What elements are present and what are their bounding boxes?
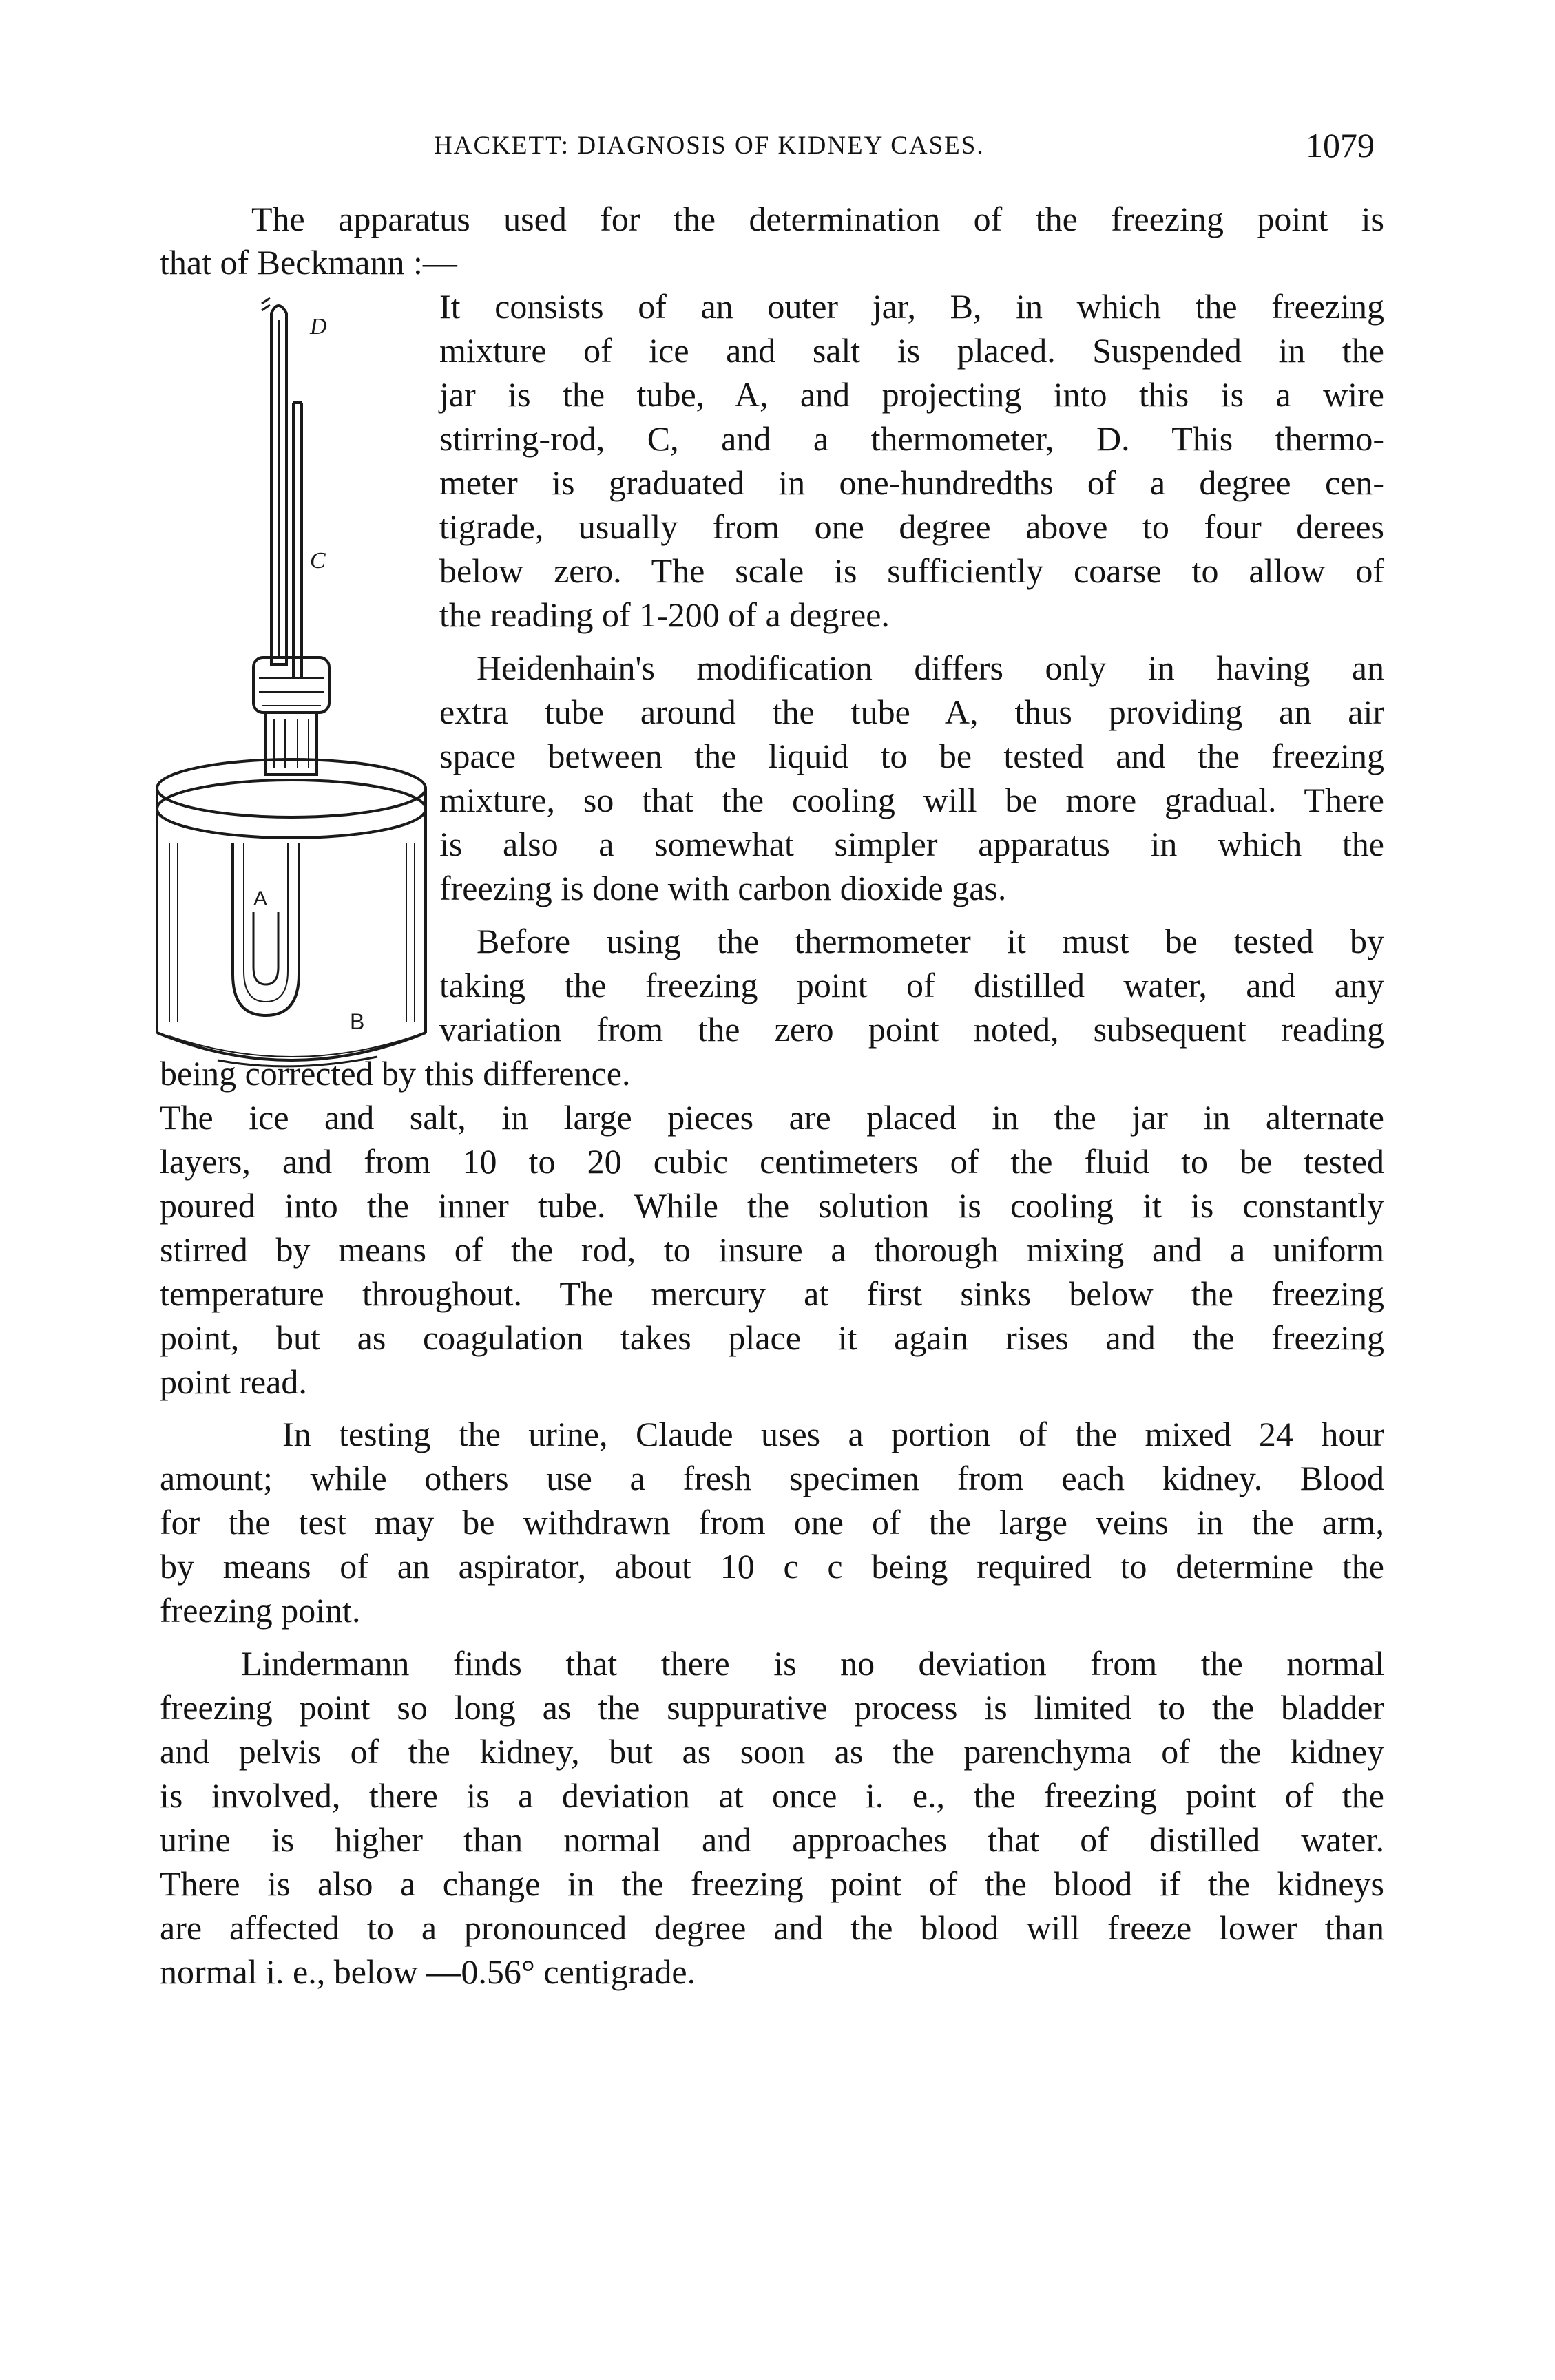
thermometer-d — [262, 298, 286, 664]
text-line: variation from the zero point noted, subsequent reading — [439, 1010, 1384, 1049]
text-line: below zero. The scale is sufficiently coarse to allow of — [439, 551, 1384, 590]
stopper — [253, 657, 329, 775]
running-head: HACKETT: DIAGNOSIS OF KIDNEY CASES. — [434, 131, 985, 160]
figure-label-c: C — [310, 548, 326, 573]
text-line: taking the freezing point of distilled water, and any — [439, 966, 1384, 1004]
text-line: The apparatus used for the determination of the freezing point is — [251, 200, 1384, 238]
text-line: Heidenhain's modification differs only in having an — [477, 649, 1384, 687]
text-line: It consists of an outer jar, B, in which the freezing — [439, 287, 1384, 326]
text-line: amount; while others use a fresh specimen from each kidney. Blood — [160, 1459, 1384, 1497]
text-line: is also a somewhat simpler apparatus in which the — [439, 825, 1384, 863]
text-line: being corrected by this difference. — [160, 1054, 631, 1093]
outer-jar-b — [157, 759, 426, 1066]
text-line: by means of an aspirator, about 10 c c being required to determine the — [160, 1547, 1384, 1586]
stirring-rod-c — [293, 403, 302, 678]
text-line: layers, and from 10 to 20 cubic centimeters of the fluid to be tested — [160, 1142, 1384, 1181]
text-line: freezing is done with carbon dioxide gas. — [439, 869, 1007, 907]
text-line: In testing the urine, Claude uses a portion of the mixed 24 hour — [282, 1415, 1384, 1453]
text-line: the reading of 1-200 of a degree. — [439, 596, 890, 634]
text-line: normal i. e., below —0.56° centigrade. — [160, 1952, 696, 1991]
text-line: freezing point so long as the suppurative process is limited to the bladder — [160, 1688, 1384, 1727]
text-line: urine is higher than normal and approaches that of distilled water. — [160, 1820, 1384, 1859]
text-line: space between the liquid to be tested and the freezing — [439, 737, 1384, 775]
inner-tube-a — [233, 843, 299, 1015]
text-line: The ice and salt, in large pieces are placed in the jar in alternate — [160, 1098, 1384, 1137]
text-line: mixture of ice and salt is placed. Suspended in the — [439, 331, 1384, 370]
figure-label-a: A — [253, 887, 268, 910]
text-line: There is also a change in the freezing point of the blood if the kidneys — [160, 1864, 1384, 1903]
text-line: poured into the inner tube. While the solution is cooling it is constantly — [160, 1186, 1384, 1225]
text-line: mixture, so that the cooling will be more gradual. There — [439, 781, 1384, 819]
text-line: point, but as coagulation takes place it again rises and the freezing — [160, 1318, 1384, 1357]
text-line: tigrade, usually from one degree above to four derees — [439, 507, 1384, 546]
figure-label-b: B — [350, 1009, 365, 1034]
text-line: stirred by means of the rod, to insure a thorough mixing and a uniform — [160, 1230, 1384, 1269]
text-line: that of Beckmann :— — [160, 243, 457, 282]
text-line: and pelvis of the kidney, but as soon as the parenchyma of the kidney — [160, 1732, 1384, 1771]
text-line: Before using the thermometer it must be tested by — [477, 922, 1384, 960]
page-number: 1079 — [1306, 126, 1375, 165]
text-line: extra tube around the tube A, thus providing an air — [439, 693, 1384, 731]
text-line: point read. — [160, 1362, 307, 1401]
text-line: are affected to a pronounced degree and the blood will freeze lower than — [160, 1908, 1384, 1947]
text-line: stirring-rod, C, and a thermometer, D. This thermo- — [439, 419, 1384, 458]
beckmann-apparatus-figure — [150, 293, 439, 1115]
text-line: jar is the tube, A, and projecting into this is a wire — [439, 375, 1384, 414]
figure-label-d: D — [310, 314, 327, 339]
text-line: meter is graduated in one-hundredths of a degree cen- — [439, 463, 1384, 502]
text-line: temperature throughout. The mercury at first sinks below the freezing — [160, 1274, 1384, 1313]
text-line: for the test may be withdrawn from one of the large veins in the arm, — [160, 1503, 1384, 1541]
text-line: freezing point. — [160, 1591, 361, 1630]
text-line: is involved, there is a deviation at once i. e., the freezing point of the — [160, 1776, 1384, 1815]
text-line: Lindermann finds that there is no deviation from the normal — [241, 1644, 1384, 1683]
